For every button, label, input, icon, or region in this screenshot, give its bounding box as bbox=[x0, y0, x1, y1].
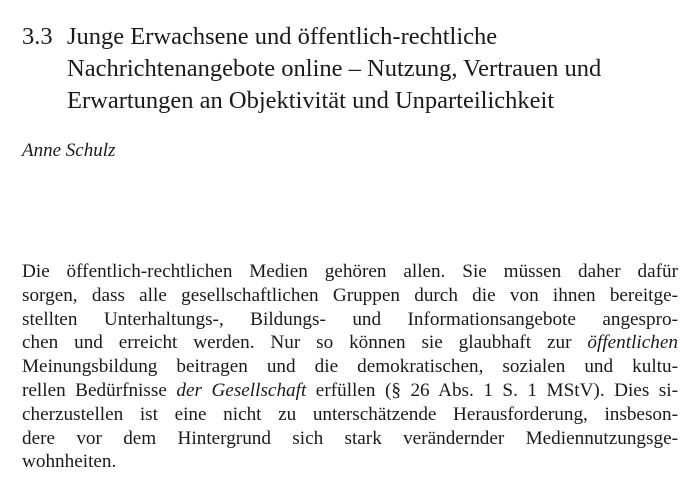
text-run: erfüllen (§ 26 Abs. 1 S. 1 MStV). Dies si- bbox=[306, 379, 678, 401]
emphasis-text: öffentlichen bbox=[587, 332, 678, 354]
section-number: 3.3 bbox=[22, 23, 53, 50]
author-name: Anne Schulz bbox=[22, 140, 116, 161]
paragraph-line: dere vor dem Hintergrund sich stark verändernder Mediennutzungsge- bbox=[22, 427, 678, 449]
text-run: rellen Bedürfnisse bbox=[22, 379, 177, 401]
body-paragraph bbox=[22, 260, 678, 474]
section-title-line: Erwartungen an Objektivität und Unparteilichkeit bbox=[67, 87, 555, 114]
paragraph-line bbox=[22, 331, 678, 355]
paragraph-line: wohnheiten. bbox=[22, 451, 117, 473]
text-run: chen und erreicht werden. Nur so können sie glaubhaft zur bbox=[22, 332, 588, 354]
paragraph-line: stellten Unterhaltungs-, Bildungs- und Informationsangebote angespro- bbox=[22, 308, 678, 330]
section-title-line: Nachrichtenangebote online – Nutzung, Vertrauen und bbox=[67, 55, 602, 82]
paragraph-line: sorgen, dass alle gesellschaftlichen Gruppen durch die von ihnen bereitge- bbox=[22, 284, 678, 306]
paragraph-line bbox=[22, 379, 678, 403]
emphasis-text: der Gesellschaft bbox=[176, 379, 307, 401]
paragraph-line: Die öffentlich-rechtlichen Medien gehören allen. Sie müssen daher dafür bbox=[22, 261, 678, 282]
paragraph-line: cherzustellen ist eine nicht zu unterschätzende Herausforderung, insbeson- bbox=[22, 403, 678, 425]
paragraph-line: Meinungsbildung beitragen und die demokratischen, sozialen und kultu- bbox=[22, 356, 678, 378]
section-title-line: Junge Erwachsene und öffentlich-rechtliche bbox=[67, 23, 498, 50]
section-title bbox=[67, 21, 601, 117]
